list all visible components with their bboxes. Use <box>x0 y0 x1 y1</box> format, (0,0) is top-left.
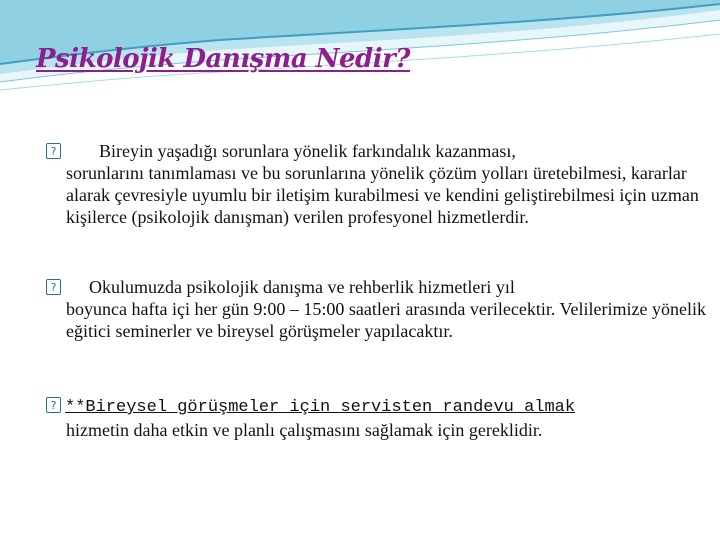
paragraph-definition <box>46 140 706 228</box>
paragraph-first-line: **Bireysel görüşmeler için servisten randevu almak <box>65 398 576 417</box>
paragraph-body: sorunlarını tanımlaması ve bu sorunlarına yönelik çözüm yolları üretebilmesi, kararlar alarak çevresiyle uyumlu bir iletişim kurabilmesi ve kendini geliştirebilmesi için uzman kişilerce (psikolojik danışman) verilen profesyonel hizmetlerdir. <box>66 163 699 227</box>
paragraph-schedule <box>46 276 706 342</box>
paragraph-body: hizmetin daha etkin ve planlı çalışmasını sağlamak için gereklidir. <box>66 420 543 440</box>
paragraph-appointment <box>46 394 706 441</box>
paragraph-body: boyunca hafta içi her gün 9:00 – 15:00 saatleri arasında verilecektir. Velilerimize yönelik eğitici seminerler ve bireysel görüşmeler yapılacaktır. <box>66 299 706 341</box>
bullet-box-icon <box>46 279 61 295</box>
bullet-box-icon <box>46 143 61 159</box>
page-title: Psikolojik Danışma Nedir? <box>36 44 411 74</box>
paragraph-first-line: Okulumuzda psikolojik danışma ve rehberlik hizmetleri yıl <box>89 277 515 297</box>
paragraph-first-line: Bireyin yaşadığı sorunlara yönelik farkındalık kazanması, <box>99 141 516 161</box>
bullet-box-icon <box>46 397 61 413</box>
